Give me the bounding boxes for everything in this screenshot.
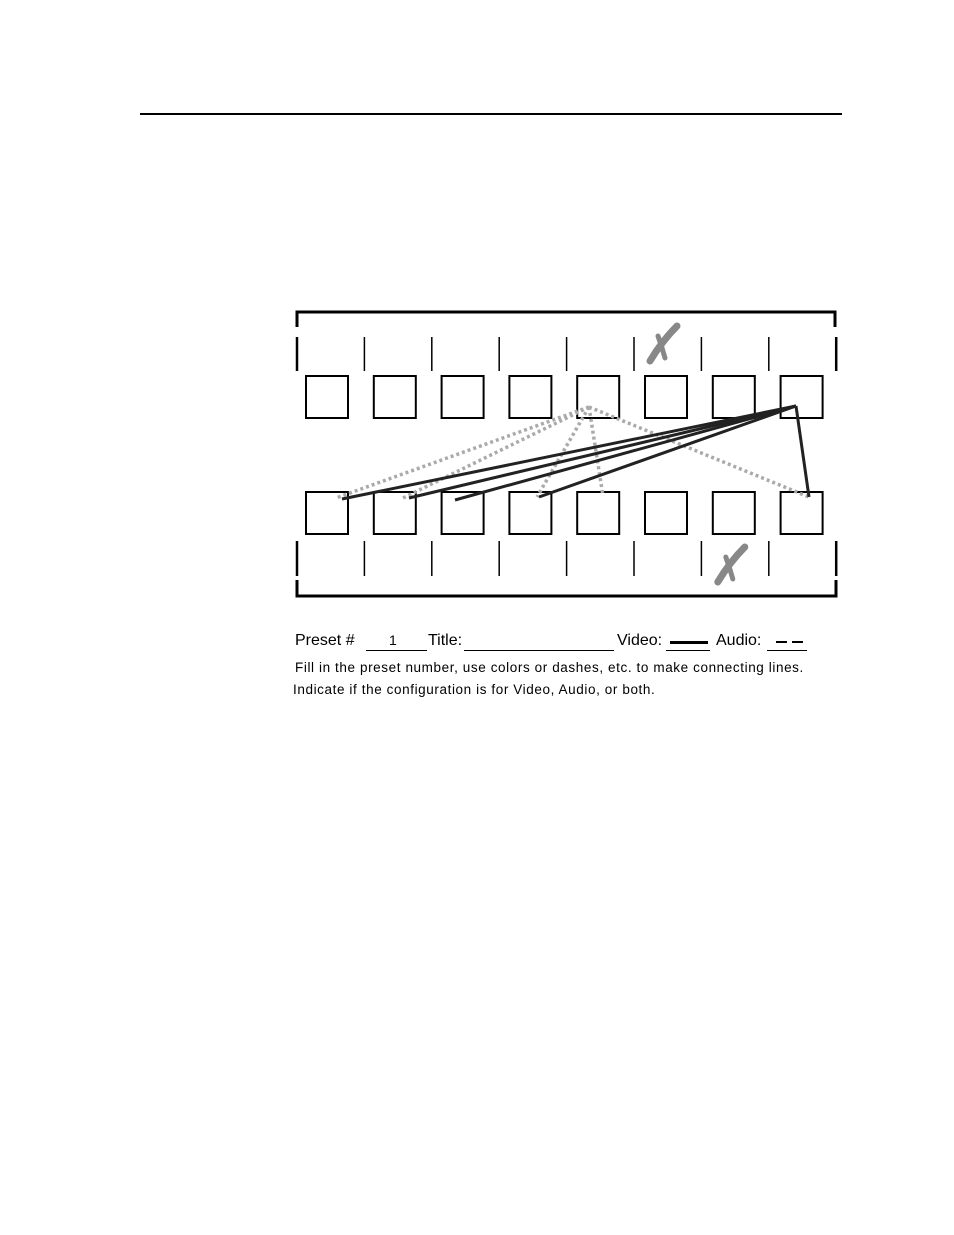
audio-connection-5-2 [403,407,589,498]
frame-top-bar [297,312,835,327]
instruction-line-1: Fill in the preset number, use colors or dashes, etc. to make connecting lines. [295,660,804,675]
audio-label: Audio: [716,632,762,649]
video-label: Video: [617,632,663,649]
instruction-line-2: Indicate if the configuration is for Video, Audio, or both. [293,682,656,697]
video-connection-8-8 [796,406,809,497]
input-box-6 [645,376,687,418]
output-box-8 [781,492,823,534]
output-box-6 [645,492,687,534]
audio-dash-legend-2 [792,641,803,643]
output-box-1 [306,492,348,534]
preset-number-field[interactable] [366,650,427,651]
frame-bottom-bar [297,580,836,596]
output-box-5 [577,492,619,534]
input-box-1 [306,376,348,418]
input-box-3 [442,376,484,418]
title-label: Title: [428,632,463,649]
input-box-4 [509,376,551,418]
input-disabled-x-6 [650,326,677,361]
audio-connection-5-8 [589,407,809,497]
input-box-7 [713,376,755,418]
audio-legend-field[interactable] [767,650,807,651]
audio-dash-legend-1 [776,641,787,643]
input-box-8 [781,376,823,418]
preset-number-value: 1 [389,632,397,648]
input-box-2 [374,376,416,418]
video-legend-field[interactable] [666,650,710,651]
output-disabled-x-7 [718,547,745,582]
video-line-legend [670,641,708,644]
preset-label: Preset # [295,632,355,649]
output-box-7 [713,492,755,534]
output-box-4 [509,492,551,534]
title-field[interactable] [464,650,614,651]
input-box-5 [577,376,619,418]
